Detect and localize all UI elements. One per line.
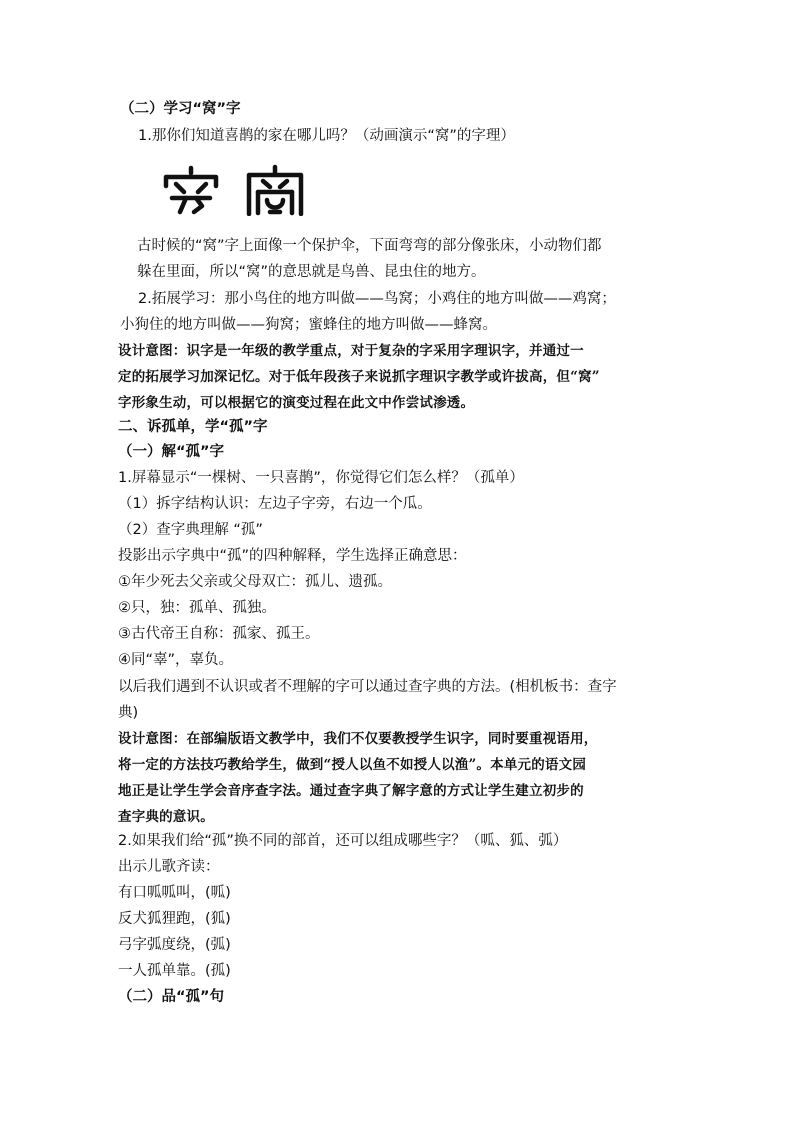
heading-explain-gu: （一）解“孤”字 [118, 444, 225, 460]
design-intent-2-line-1: 设计意图：在部编版语文教学中，我们不仅要教授学生识字，同时要重视语用， [118, 731, 598, 747]
ancient-wo-explanation-line-2: 躲在里面，所以“窝”的意思就是鸟兽、昆虫住的地方。 [137, 264, 486, 280]
definition-2: ②只，独：孤单、孤独。 [118, 600, 276, 616]
rhyme-line-2: 反犬狐狸跑，(狐) [118, 911, 231, 927]
heading-learn-wo: （二）学习“窝”字 [120, 101, 241, 117]
definition-4: ④同“辜”，辜负。 [118, 652, 234, 668]
definition-3: ③古代帝王自称：孤家、孤王。 [118, 626, 320, 642]
dictionary-method-line-1: 以后我们遇到不认识或者不理解的字可以通过查字典的方法。(相机板书：查字 [118, 679, 617, 695]
design-intent-1-line-2: 定的拓展学习加深记忆。对于低年段孩子来说抓字理识字教学或许拔高，但“窝” [118, 369, 600, 385]
design-intent-1-line-3: 字形象生动，可以根据它的演变过程在此文中作尝试渗透。 [118, 395, 475, 411]
ancient-wo-glyph-2-icon [244, 164, 306, 216]
projection-instruction: 投影出示字典中“孤”的四种解释，学生选择正确意思： [118, 548, 467, 564]
definition-1: ①年少死去父亲或父母双亡：孤儿、遗孤。 [118, 574, 392, 590]
design-intent-2-line-2: 将一定的方法技巧教给学生，做到“授人以鱼不如授人以渔”。本单元的语文园 [118, 757, 587, 773]
split-structure-item: （1）拆字结构认识：左边子字旁，右边一个瓜。 [118, 496, 432, 512]
section-two-heading: 二、诉孤单，学“孤”字 [118, 419, 268, 435]
design-intent-2-line-3: 地正是让学生学会音序查字法。通过查字典了解字意的方式让学生建立初步的 [118, 783, 584, 799]
question-radicals: 2.如果我们给“孤”换不同的部首，还可以组成哪些字？（呱、狐、弧） [118, 833, 568, 849]
dictionary-method-line-2: 典) [118, 705, 139, 721]
question-tree-magpie: 1.屏幕显示“一棵树、一只喜鹊”，你觉得它们怎么样？（孤单） [118, 470, 524, 486]
design-intent-1-line-1: 设计意图：识字是一年级的教学重点，对于复杂的字采用字理识字，并通过一 [118, 343, 584, 359]
extension-line-2: 小狗住的地方叫做——狗窝；蜜蜂住的地方叫做——蜂窝。 [120, 317, 497, 333]
question-magpie-home: 1.那你们知道喜鹊的家在哪儿吗？（动画演示“窝”的字理） [138, 128, 515, 144]
ancient-wo-glyph-1-icon [160, 164, 222, 216]
rhyme-intro: 出示儿歌齐读： [118, 859, 220, 875]
ancient-wo-explanation-line-1: 古时候的“窝”字上面像一个保护伞，下面弯弯的部分像张床，小动物们都 [137, 238, 602, 254]
dictionary-lookup-item: （2）查字典理解 “孤” [118, 522, 263, 538]
rhyme-line-4: 一人孤单靠。(孤) [118, 963, 231, 979]
extension-line-1: 2.拓展学习：那小鸟住的地方叫做——鸟窝；小鸡住的地方叫做——鸡窝； [138, 291, 616, 307]
rhyme-line-3: 弓字弧度绕，(弧) [118, 937, 231, 953]
rhyme-line-1: 有口呱呱叫，(呱) [118, 885, 231, 901]
design-intent-2-line-4: 查字典的意识。 [118, 809, 214, 825]
heading-appreciate-gu: （二）品“孤”句 [118, 989, 225, 1005]
